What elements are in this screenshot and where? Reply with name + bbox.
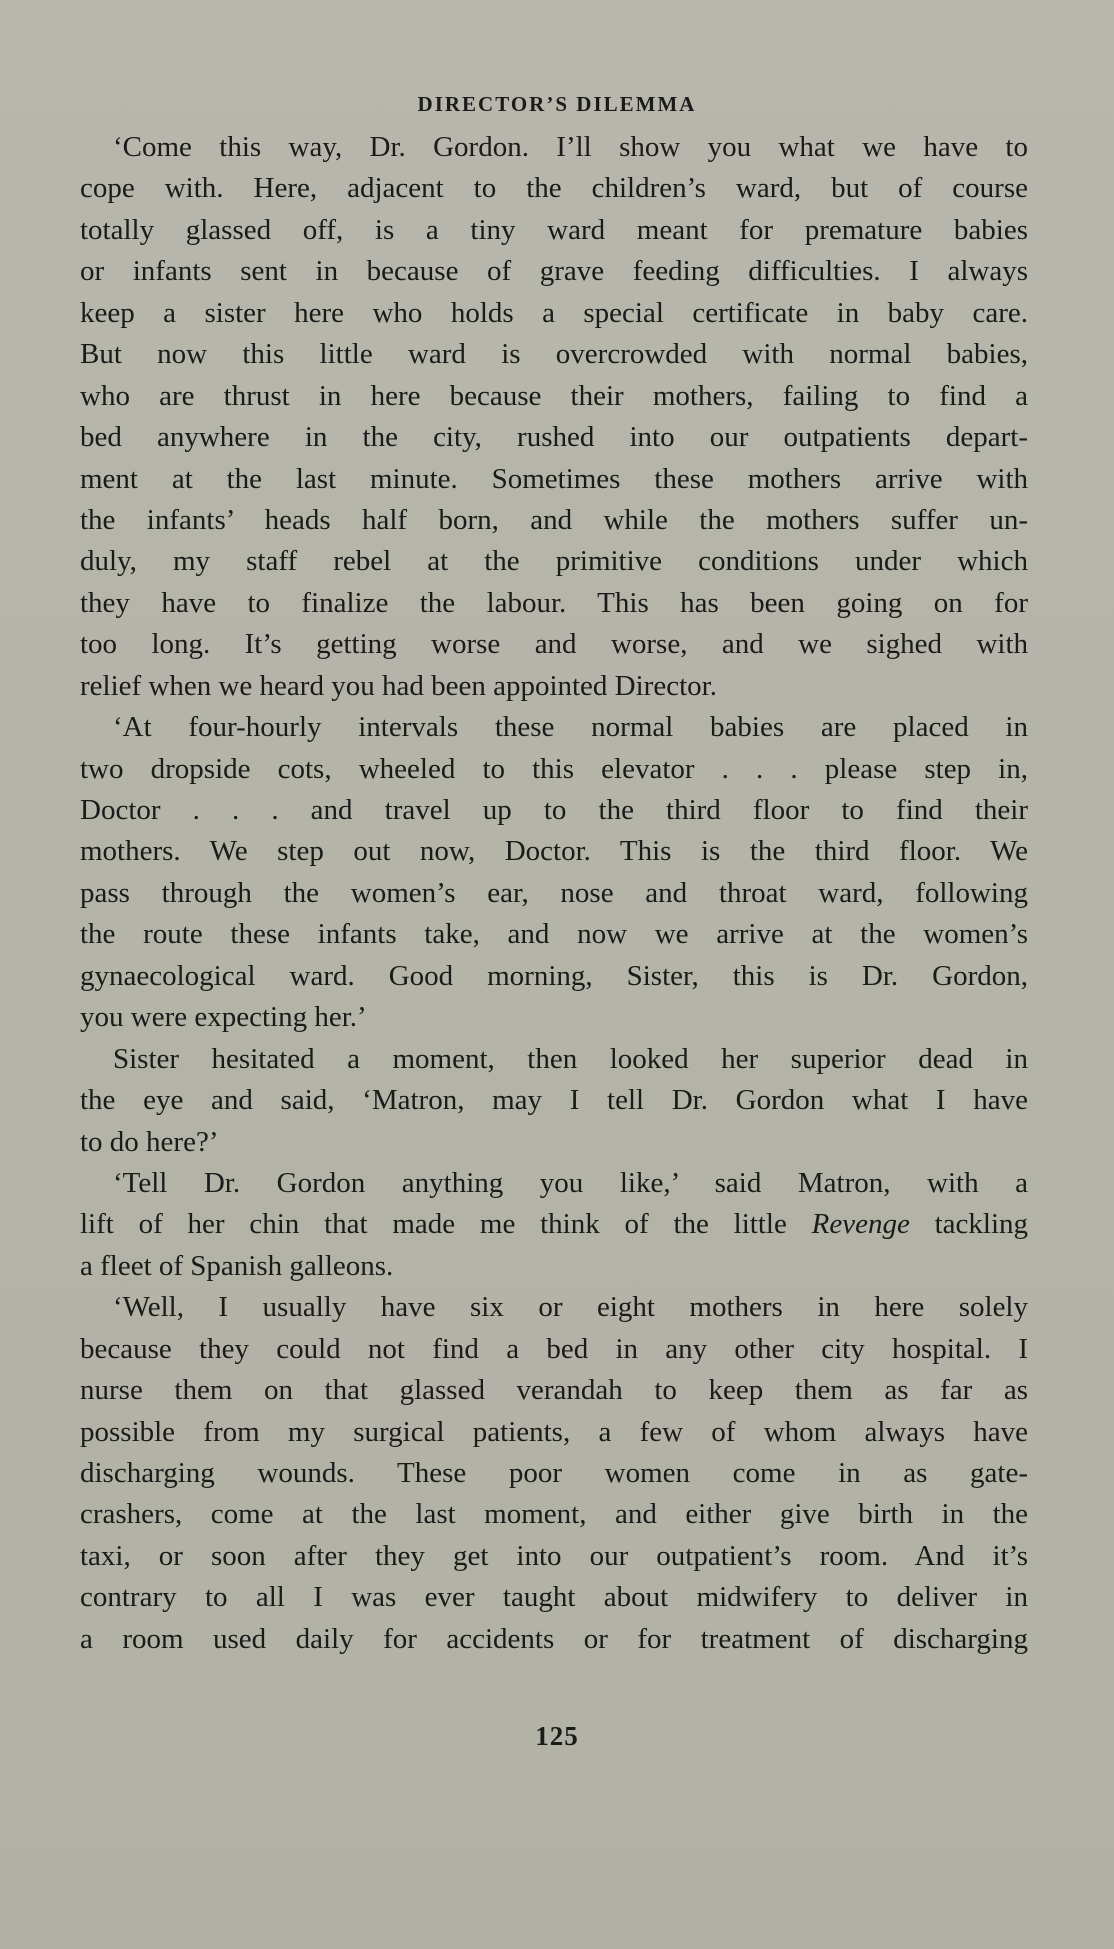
text-line-content: to do here?’ [80, 1125, 219, 1158]
text-line-content: lift of her chin that made me think of the little [80, 1208, 812, 1241]
text-line [80, 1453, 1028, 1494]
text-line [80, 334, 1028, 375]
text-line-content: relief when we heard you had been appointed Director. [80, 669, 717, 702]
text-line [80, 914, 1028, 955]
text-line [80, 956, 1028, 997]
text-line-content: possible from my surgical patients, a few of whom always have [80, 1415, 1028, 1448]
text-line [80, 997, 1028, 1038]
text-line [80, 1287, 1028, 1328]
text-line-content: ‘At four-hourly intervals these normal babies are placed in [113, 711, 1028, 744]
text-line [80, 1494, 1028, 1535]
text-line [80, 831, 1028, 872]
text-line-content: ‘Come this way, Dr. Gordon. I’ll show you what we have to [113, 131, 1028, 163]
text-line [80, 1246, 1028, 1287]
text-line-content: who are thrust in here because their mothers, failing to find a [80, 379, 1028, 412]
text-line-content: taxi, or soon after they get into our outpatient’s room. And it’s [80, 1539, 1028, 1572]
text-line [80, 1619, 1028, 1660]
text-line [80, 666, 1028, 707]
text-line-content: mothers. We step out now, Doctor. This is the third floor. We [80, 835, 1028, 868]
running-head: DIRECTOR’S DILEMMA [417, 92, 697, 116]
text-line-content: you were expecting her.’ [80, 1001, 367, 1034]
text-line [80, 210, 1028, 251]
text-line [80, 1039, 1028, 1080]
text-line [80, 417, 1028, 458]
text-line [80, 459, 1028, 500]
text-line [80, 624, 1028, 665]
text-line-content: bed anywhere in the city, rushed into our outpatients depart- [80, 421, 1028, 454]
text-line [80, 1536, 1028, 1577]
text-line-continuation: tackling [909, 1208, 1028, 1241]
text-line [80, 1122, 1028, 1163]
text-line-content: gynaecological ward. Good morning, Sister, this is Dr. Gordon, [80, 959, 1028, 992]
text-line [80, 1577, 1028, 1618]
italic-ship-name: Revenge [811, 1208, 910, 1241]
text-line-content: Doctor . . . and travel up to the third floor to find their [80, 794, 1028, 826]
text-line-content: they have to finalize the labour. This has been going on for [80, 586, 1028, 619]
text-line [80, 541, 1028, 582]
text-line [80, 500, 1028, 541]
text-line-content: the infants’ heads half born, and while the mothers suffer un- [80, 503, 1028, 536]
text-line [80, 1329, 1028, 1370]
text-line-content: or infants sent in because of grave feeding difficulties. I always [80, 255, 1028, 288]
text-line [80, 749, 1028, 790]
text-line-content: ment at the last minute. Sometimes these mothers arrive with [80, 462, 1028, 495]
text-line [80, 127, 1028, 168]
body-text [80, 127, 1028, 1660]
text-line [80, 1080, 1028, 1121]
text-line-content: the eye and said, ‘Matron, may I tell Dr. Gordon what I have [80, 1084, 1028, 1117]
text-line [80, 790, 1028, 831]
text-line-content: pass through the women’s ear, nose and throat ward, following [80, 876, 1028, 909]
text-line-content: keep a sister here who holds a special certificate in baby care. [80, 296, 1028, 329]
text-line-content: duly, my staff rebel at the primitive conditions under which [80, 545, 1028, 578]
text-line [80, 707, 1028, 748]
text-line-content: a fleet of Spanish galleons. [80, 1249, 394, 1282]
text-line [80, 1204, 1028, 1245]
text-line-content: ‘Tell Dr. Gordon anything you like,’ said Matron, with a [113, 1166, 1028, 1199]
text-line-content: the route these infants take, and now we arrive at the women’s [80, 918, 1028, 951]
text-line-content: totally glassed off, is a tiny ward meant for premature babies [80, 213, 1028, 246]
text-line-content: two dropside cots, wheeled to this elevator . . . please step in, [80, 752, 1028, 785]
text-line [80, 1412, 1028, 1453]
page-number: 125 [535, 1721, 579, 1751]
text-line-content: nurse them on that glassed verandah to keep them as far as [80, 1374, 1028, 1407]
text-line [80, 251, 1028, 292]
text-line-content: Sister hesitated a moment, then looked her superior dead in [113, 1042, 1028, 1075]
text-line-content: crashers, come at the last moment, and either give birth in the [80, 1498, 1028, 1531]
text-line-content: ‘Well, I usually have six or eight mothers in here solely [113, 1291, 1028, 1324]
text-line [80, 583, 1028, 624]
text-line [80, 376, 1028, 417]
text-line-content: because they could not find a bed in any other city hospital. I [80, 1332, 1028, 1365]
text-line [80, 293, 1028, 334]
text-line-content: But now this little ward is overcrowded with normal babies, [80, 338, 1028, 371]
text-line [80, 1163, 1028, 1204]
text-line-content: cope with. Here, adjacent to the children’s ward, but of course [80, 172, 1028, 205]
text-line [80, 873, 1028, 914]
text-line-content: too long. It’s getting worse and worse, and we sighed with [80, 628, 1028, 661]
text-line-content: discharging wounds. These poor women come in as gate- [80, 1457, 1028, 1489]
text-line-content: contrary to all I was ever taught about midwifery to deliver in [80, 1581, 1028, 1614]
text-line [80, 1370, 1028, 1411]
text-line [80, 168, 1028, 209]
text-line-content: a room used daily for accidents or for treatment of discharging [80, 1622, 1028, 1655]
